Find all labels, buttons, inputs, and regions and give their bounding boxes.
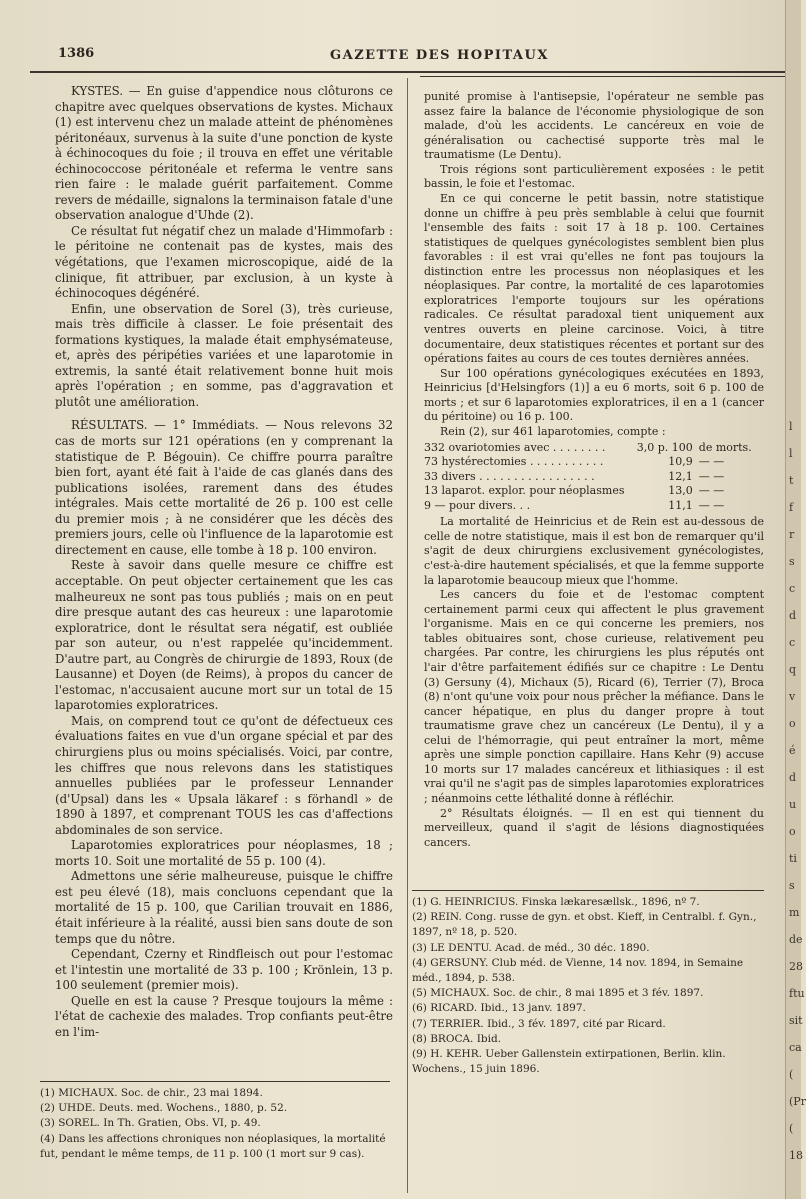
edge-fragment: c bbox=[789, 582, 796, 595]
right-column bbox=[424, 90, 764, 850]
paragraph: En ce qui concerne le petit bassin, notre statistique donne un chiffre à peu près semblable à celui que fournit l'ensemble des faits : soit 17 à 18 p. 100. Certaines statistiques de quelques gynécologistes semblent bien plus favorables : il est vrai qu'elles ne font pas toujours la distinction entre les processus non néoplasiques et les néoplasiques. Par contre, la mortalité de ces laparotomies exploratrices l'emporte toujours sur les opérations radicales. Ce résultat paradoxal tient uniquement aux ventres ouverts en pleine carcinose. Voici, à titre documentaire, deux statistiques récentes et portant sur des opérations faites au cours de ces toutes dernières années. bbox=[424, 191, 764, 366]
footnote: (9) H. KEHR. Ueber Gallenstein extirpationen, Berlin. klin. Wochens., 15 juin 1896. bbox=[412, 1048, 726, 1076]
edge-fragment: de bbox=[789, 933, 803, 946]
footnote: (8) BROCA. Ibid. bbox=[412, 1032, 502, 1045]
stat-value: 13,0 bbox=[668, 484, 693, 498]
edge-fragment: d bbox=[789, 771, 797, 784]
footnote: (2) REIN. Cong. russe de gyn. et obst. Kieff, in Centralbl. f. Gyn., 1897, nº 18, p. 520. bbox=[412, 911, 757, 939]
paragraph: Quelle en est la cause ? Presque toujours la même : l'état de cachexie des malades. Trop confiants peut-être en l'im- bbox=[55, 993, 393, 1039]
edge-fragment: f bbox=[789, 501, 794, 514]
paragraph: 2° Résultats éloignés. — Il en est qui tiennent du merveilleux, quand il s'agit de lésions diagnostiquées cancers. bbox=[424, 806, 764, 849]
edge-fragment: ftu bbox=[789, 987, 805, 1000]
footnote: (4) Dans les affections chroniques non néoplasiques, la mortalité fut, pendant le même temps, de 11 p. 100 (1 mort sur 9 cas). bbox=[40, 1132, 386, 1160]
page-header bbox=[0, 44, 785, 66]
edge-fragment: 18 bbox=[789, 1149, 803, 1162]
stat-row bbox=[424, 499, 764, 514]
paragraph: punité promise à l'antisepsie, l'opérateur ne semble pas assez faire la balance de l'économie physiologique de son malade, d'où les accidents. Le cancéreux en voie de généralisation ou cachectisé supporte très mal le traumatisme (Le Dentu). bbox=[424, 90, 764, 162]
edge-fragment: é bbox=[789, 744, 796, 757]
footnote: (5) MICHAUX. Soc. de chir., 8 mai 1895 et 3 fév. 1897. bbox=[412, 987, 704, 1000]
paragraph: Ce résultat fut négatif chez un malade d'Himmofarb : le péritoine ne contenait pas de kystes, mais des végétations, que l'examen microscopique, aidé de la clinique, fit attribuer, par exclusion, à un kyste à échinocoques dégénéré. bbox=[55, 223, 393, 301]
edge-fragment: c bbox=[789, 636, 796, 649]
stat-row bbox=[424, 455, 764, 470]
edge-fragment: m bbox=[789, 906, 800, 919]
header-rule bbox=[30, 71, 785, 73]
edge-fragment: u bbox=[789, 798, 797, 811]
edge-fragment: (Pr bbox=[789, 1095, 806, 1108]
stat-unit: — — bbox=[698, 455, 725, 469]
footnotes-right bbox=[412, 895, 764, 1077]
edge-fragment: v bbox=[789, 690, 796, 703]
adjacent-page-edge bbox=[785, 0, 806, 1199]
stat-value: 3,0 p. 100 bbox=[636, 440, 693, 454]
edge-fragment: d bbox=[789, 609, 797, 622]
edge-fragment: o bbox=[789, 825, 796, 838]
edge-fragment: q bbox=[789, 663, 797, 676]
paragraph: Sur 100 opérations gynécologiques exécutées en 1893, Heinricius [d'Helsingfors (1)] a eu 6 morts, soit 6 p. 100 de morts ; et sur 6 laparotomies exploratrices, il en a 1 (cancer du péritoine) ou 16 p. 100. bbox=[424, 366, 764, 424]
footnote: (4) GERSUNY. Club méd. de Vienne, 14 nov. 1894, in Semaine méd., 1894, p. 538. bbox=[412, 956, 744, 985]
edge-fragment: sit bbox=[789, 1014, 803, 1027]
stat-row bbox=[424, 441, 764, 456]
paragraph-resultats: RÉSULTATS. — 1° Immédiats. — Nous relevons 32 cas de morts sur 121 opérations (en y comprenant la statistique de P. Bégouin). Ce chiffre pourra paraître bien fort, ayant été fait à l'aide de cas glanés dans des publications isolées, rarement dans des études intégrales. Mais cette mortalité de 26 p. 100 est celle du premier mois ; à ne considérer que les décès des premiers jours, celle où l'influence de la laparotomie est directement en cause, elle tombe à 18 p. 100 environ. bbox=[55, 418, 393, 557]
edge-fragment: l bbox=[789, 447, 793, 460]
paragraph: Mais, on comprend tout ce qu'ont de défectueux ces évaluations faites en vue d'un organe spécial et par des chirurgiens plus ou moins spécialisés. Voici, par contre, les chiffres que nous relevons dans les statistiques annuelles publiées par le professeur Lennander (d'Upsal) dans les « Upsala läkaref : s förhandl » de 1890 à 1897, et comprenant TOUS les cas d'affections abdominales de son service. bbox=[55, 713, 393, 837]
edge-fragment: l bbox=[789, 420, 793, 433]
paragraph-kystes: KYSTES. — En guise d'appendice nous clôturons ce chapitre avec quelques observations de kystes. Michaux (1) est intervenu chez un malade atteint de phénomènes péritonéaux, survenus à la suite d'une ponction de kyste à échinocoques du foie ; il trouva en effet une véritable échinococcose péritonéale et referma le ventre sans rien faire : le malade guérit parfaitement. Comme revers de médaille, signalons la terminaison fatale d'une observation analogue d'Uhde (2). bbox=[55, 84, 393, 223]
column-divider bbox=[407, 78, 408, 1193]
edge-fragment: ti bbox=[789, 852, 797, 865]
edge-fragment: o bbox=[789, 717, 796, 730]
paragraph: Admettons une série malheureuse, puisque le chiffre est peu élevé (18), mais concluons cependant que la mortalité de 15 p. 100, que Carilian trouvait en 1886, était inférieure à la réalité, aussi bien sans doute de son temps que du nôtre. bbox=[55, 869, 393, 946]
stat-value: 12,1 bbox=[668, 469, 693, 483]
paragraph: Rein (2), sur 461 laparotomies, compte : bbox=[440, 424, 666, 438]
page-number: 1386 bbox=[58, 46, 95, 61]
edge-fragment: ( bbox=[789, 1122, 794, 1135]
paragraph: Enfin, une observation de Sorel (3), très curieuse, mais très difficile à classer. Le foie présentait des formations kystiques, la malade était emphysémateuse, et, après des péripéties variées et une laparotomie in extremis, la santé était relativement bonne huit mois après l'opération ; en somme, pas d'aggravation et plutôt une amélioration. bbox=[55, 301, 393, 409]
edge-fragment: ( bbox=[789, 1068, 794, 1081]
paragraph: Reste à savoir dans quelle mesure ce chiffre est acceptable. On peut objecter certainement que les cas malheureux ne sont pas tous publiés ; mais on en peut dire presque autant des cas heureux : une laparotomie exploratrice, dont le résultat sera négatif, est oubliée par son auteur, ou n'est rappelée qu'incidemment. D'autre part, au Congrès de chirurgie de 1893, Roux (de Lausanne) et Doyen (de Reims), à propos du cancer de l'estomac, n'accusaient aucune mort sur un total de 15 laparotomies exploratrices. bbox=[55, 558, 393, 713]
stat-label: 13 laparot. explor. pour néoplasmes bbox=[424, 484, 625, 498]
rein-statistics-table bbox=[424, 441, 764, 514]
stat-label: 73 hystérectomies . . . . . . . . . . . bbox=[424, 455, 604, 469]
stat-unit: de morts. bbox=[698, 440, 752, 454]
stat-unit: — — bbox=[698, 484, 725, 498]
paragraph: Les cancers du foie et de l'estomac comptent certainement parmi ceux qui affectent le plus gravement l'organisme. Mais en ce qui concerne les premiers, nos tables obituaires sont, chose curieuse, relativement peu chargées. Par contre, les chirurgiens les plus réputés ont l'air d'être parfaitement édifiés sur ce chapitre : Le Dentu (3) Gersuny (4), Michaux (5), Ricard (6), Terrier (7), Broca (8) n'ont qu'une voix pour nous prêcher la méfiance. Dans le cancer hépatique, en plus du danger propre à tout traumatisme grave chez un cancéreux (Le Dentu), il y a celui de l'hémorragie, qui peut entraîner la mort, même après une simple ponction capillaire. Hans Kehr (9) accuse 10 morts sur 17 malades cancéreux et lithiasiques : il est vrai qu'il ne s'agit pas de simples laparotomies exploratrices ; néanmoins cette léthalité donne à réfléchir. bbox=[424, 588, 764, 805]
paragraph: Laparotomies exploratrices pour néoplasmes, 18 ; morts 10. Soit une mortalité de 55 p. 100 (4). bbox=[55, 838, 393, 868]
stat-label: 9 — pour divers. . . bbox=[424, 498, 531, 512]
header-rule-secondary bbox=[420, 76, 785, 77]
left-column bbox=[55, 84, 393, 1040]
footnote: (3) SOREL. In Th. Gratien, Obs. VI, p. 49. bbox=[40, 1117, 261, 1130]
edge-fragment: 28 bbox=[789, 960, 803, 973]
stat-value: 11,1 bbox=[668, 498, 693, 512]
paragraph: Trois régions sont particulièrement exposées : le petit bassin, le foie et l'estomac. bbox=[424, 162, 764, 191]
stat-row bbox=[424, 484, 764, 499]
footnote: (1) G. HEINRICIUS. Finska lækaresællsk., 1896, nº 7. bbox=[412, 896, 700, 908]
footnote: (2) UHDE. Deuts. med. Wochens., 1880, p. 52. bbox=[40, 1102, 288, 1115]
footnote: (7) TERRIER. Ibid., 3 fév. 1897, cité par Ricard. bbox=[412, 1017, 666, 1030]
paragraph: La mortalité de Heinricius et de Rein est au-dessous de celle de notre statistique, mais il est bon de remarquer qu'il s'agit de deux chirurgiens exclusivement gynécologistes, c'est-à-dire hautement spécialisés, et que la femme supporte la laparotomie beaucoup mieux que l'homme. bbox=[424, 515, 764, 587]
footnote-rule-left bbox=[40, 1081, 390, 1082]
edge-fragment: ca bbox=[789, 1041, 802, 1054]
footnote: (3) LE DENTU. Acad. de méd., 30 déc. 1890. bbox=[412, 941, 650, 954]
edge-fragment: r bbox=[789, 528, 795, 541]
footnote: (6) RICARD. Ibid., 13 janv. 1897. bbox=[412, 1002, 586, 1015]
stat-label: 332 ovariotomies avec . . . . . . . . bbox=[424, 440, 606, 454]
edge-fragment: s bbox=[789, 555, 795, 568]
paragraph: Cependant, Czerny et Rindfleisch out pour l'estomac et l'intestin une mortalité de 33 p. 100 ; Krönlein, 13 p. 100 seulement (premier mois). bbox=[55, 947, 393, 993]
footnotes-left bbox=[40, 1086, 390, 1162]
journal-title: GAZETTE DES HOPITAUX bbox=[330, 48, 549, 63]
edge-fragment: t bbox=[789, 474, 794, 487]
stat-unit: — — bbox=[698, 469, 725, 483]
stat-value: 10,9 bbox=[668, 455, 693, 469]
stat-row bbox=[424, 470, 764, 485]
footnote: (1) MICHAUX. Soc. de chir., 23 mai 1894. bbox=[40, 1087, 263, 1099]
edge-fragment: s bbox=[789, 879, 795, 892]
stat-label: 33 divers . . . . . . . . . . . . . . . . . bbox=[424, 469, 595, 483]
footnote-rule-right bbox=[412, 890, 764, 891]
stat-unit: — — bbox=[698, 498, 725, 512]
